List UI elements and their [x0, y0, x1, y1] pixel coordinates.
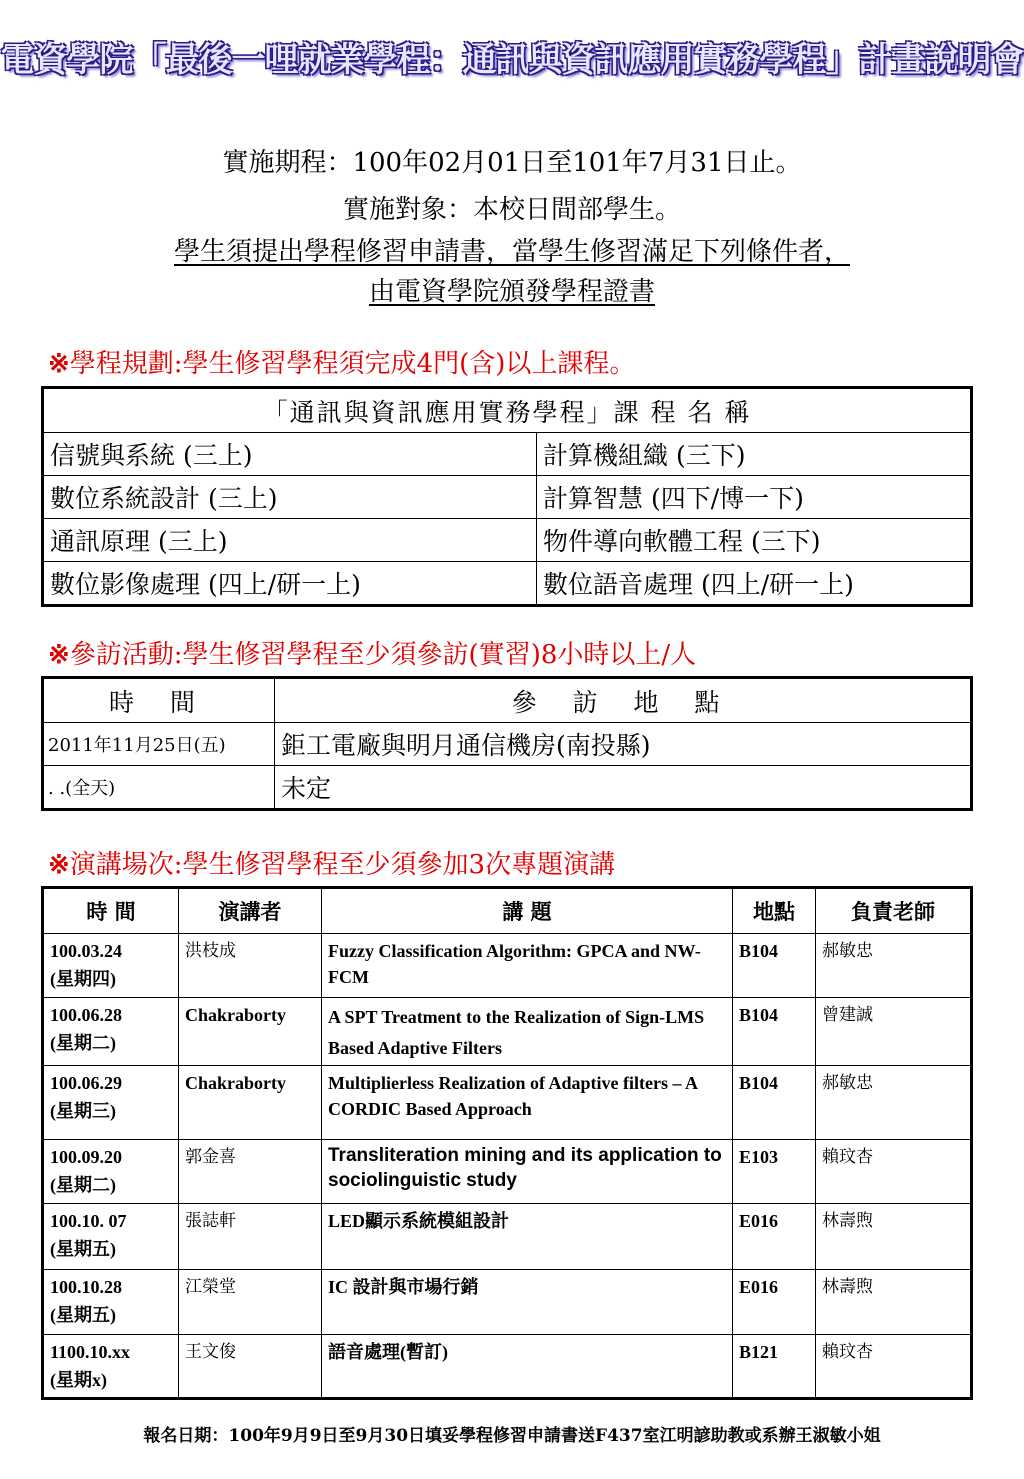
target-text: 實施對象：本校日間部學生。 — [342, 195, 681, 225]
table-row — [43, 519, 972, 562]
talk-date-cell — [43, 1335, 179, 1399]
table-row — [43, 562, 972, 606]
table-row — [43, 476, 972, 519]
talks-header-speaker: 演講者 — [179, 888, 322, 934]
talk-speaker: 江榮堂 — [179, 1270, 322, 1335]
talk-teacher: 林壽煦 — [816, 1270, 972, 1335]
reference-mark-icon: ※ — [48, 640, 70, 670]
course-cell: 通訊原理 (三上) — [43, 519, 537, 562]
talk-weekday: (星期x) — [50, 1370, 107, 1391]
talk-date: 100.06.29 — [50, 1073, 122, 1094]
talk-room: B104 — [733, 1066, 816, 1140]
talk-speaker: 王文俊 — [179, 1335, 322, 1399]
course-cell: 物件導向軟體工程 (三下) — [537, 519, 972, 562]
courses-heading — [48, 343, 635, 380]
talk-date: 100.09.20 — [50, 1147, 122, 1168]
talk-weekday: (星期三) — [50, 1101, 116, 1122]
talk-weekday: (星期四) — [50, 968, 116, 989]
talk-room: E016 — [733, 1204, 816, 1270]
talk-room: B121 — [733, 1335, 816, 1399]
course-cell: 數位系統設計 (三上) — [43, 476, 537, 519]
talk-weekday: (星期五) — [50, 1305, 116, 1326]
talk-date: 100.10. 07 — [50, 1211, 127, 1232]
table-row — [43, 1140, 972, 1204]
table-row — [43, 934, 972, 998]
course-cell: 計算機組織 (三下) — [537, 433, 972, 476]
talk-topic: LED顯示系統模組設計 — [322, 1204, 733, 1270]
talk-teacher: 賴玟杏 — [816, 1140, 972, 1204]
talk-date-cell — [43, 1270, 179, 1335]
talk-speaker: Chakraborty — [179, 998, 322, 1066]
talk-weekday: (星期五) — [50, 1239, 116, 1260]
talks-header-room: 地點 — [733, 888, 816, 934]
visits-header-place: 參 訪 地 點 — [275, 678, 972, 723]
registration-footer: 報名日期：100年9月9日至9月30日填妥學程修習申請書送F437室江明諺助教或系辦王淑敏小姐 — [143, 1426, 881, 1446]
course-cell: 數位語音處理 (四上/研一上) — [537, 562, 972, 606]
talk-topic: Fuzzy Classification Algorithm: GPCA and NW-FCM — [322, 934, 733, 998]
table-row — [43, 723, 972, 766]
table-row — [43, 1335, 972, 1399]
talk-date: 100.10.28 — [50, 1277, 122, 1298]
talk-topic: 語音處理(暫訂) — [322, 1335, 733, 1399]
talk-date: 100.03.24 — [50, 941, 122, 961]
talk-date: 100.06.28 — [50, 1005, 122, 1025]
talk-date-cell — [43, 998, 179, 1066]
table-row — [43, 1066, 972, 1140]
talk-weekday: (星期二) — [50, 1175, 116, 1196]
requirement-line-2: 由電資學院頒發學程證書 — [368, 277, 655, 307]
visit-time-cell: . .(全天) — [43, 766, 275, 810]
talk-teacher: 郝敏忠 — [816, 1066, 972, 1140]
period-text: 實施期程：100年02月01日至101年7月31日止。 — [222, 148, 802, 178]
courses-table-header: 「通訊與資訊應用實務學程」課 程 名 稱 — [43, 388, 972, 433]
visits-heading-text: 參訪活動:學生修習學程至少須參訪(實習)8小時以上/人 — [69, 640, 697, 670]
page-title: 電資學院「最後一哩就業學程：通訊與資訊應用實務學程」計畫說明會 — [0, 40, 1024, 80]
talk-date: 1100.10.xx — [50, 1342, 131, 1363]
table-row — [43, 1270, 972, 1335]
talk-speaker: Chakraborty — [179, 1066, 322, 1140]
visit-place-cell: 鉅工電廠與明月通信機房(南投縣) — [275, 723, 972, 766]
talk-speaker: 洪枝成 — [179, 934, 322, 998]
talks-header-topic: 講 題 — [322, 888, 733, 934]
visits-heading — [48, 634, 696, 671]
courses-heading-text: 學程規劃:學生修習學程須完成4門(含)以上課程。 — [69, 349, 636, 379]
talk-teacher: 曾建誠 — [816, 998, 972, 1066]
table-row — [43, 998, 972, 1066]
talk-date-cell — [43, 934, 179, 998]
talks-header-teacher: 負責老師 — [816, 888, 972, 934]
talk-date-cell — [43, 1066, 179, 1140]
courses-table — [41, 386, 973, 607]
talk-topic: A SPT Treatment to the Realization of Sign-LMS Based Adaptive Filters — [322, 998, 733, 1066]
talks-table — [41, 886, 973, 1400]
talk-date-cell — [43, 1140, 179, 1204]
requirement-line-1: 學生須提出學程修習申請書，當學生修習滿足下列條件者， — [173, 237, 850, 267]
talk-topic: IC 設計與市場行銷 — [322, 1270, 733, 1335]
table-row — [43, 1204, 972, 1270]
visit-time-cell: 2011年11月25日(五) — [43, 723, 275, 766]
visit-place-cell: 未定 — [275, 766, 972, 810]
visits-table — [41, 676, 973, 811]
table-row — [43, 766, 972, 810]
talk-topic: Multiplierless Realization of Adaptive filters – A CORDIC Based Approach — [322, 1066, 733, 1140]
visits-header-time: 時 間 — [43, 678, 275, 723]
talk-room: B104 — [733, 998, 816, 1066]
talk-date-cell — [43, 1204, 179, 1270]
talk-teacher: 郝敏忠 — [816, 934, 972, 998]
talk-teacher: 賴玟杏 — [816, 1335, 972, 1399]
talks-heading-text: 演講場次:學生修習學程至少須參加3次專題演講 — [69, 850, 616, 880]
reference-mark-icon: ※ — [48, 349, 70, 379]
talk-teacher: 林壽煦 — [816, 1204, 972, 1270]
course-cell: 計算智慧 (四下/博一下) — [537, 476, 972, 519]
table-row — [43, 433, 972, 476]
talks-header-time: 時 間 — [43, 888, 179, 934]
course-cell: 信號與系統 (三上) — [43, 433, 537, 476]
talk-speaker: 郭金喜 — [179, 1140, 322, 1204]
talk-room: E016 — [733, 1270, 816, 1335]
talk-room: B104 — [733, 934, 816, 998]
talk-weekday: (星期二) — [50, 1032, 116, 1053]
talk-speaker: 張誌軒 — [179, 1204, 322, 1270]
talk-room: E103 — [733, 1140, 816, 1204]
reference-mark-icon: ※ — [48, 850, 70, 880]
talks-heading — [48, 844, 615, 881]
talk-topic: Transliteration mining and its application to sociolinguistic study — [322, 1140, 733, 1204]
course-cell: 數位影像處理 (四上/研一上) — [43, 562, 537, 606]
